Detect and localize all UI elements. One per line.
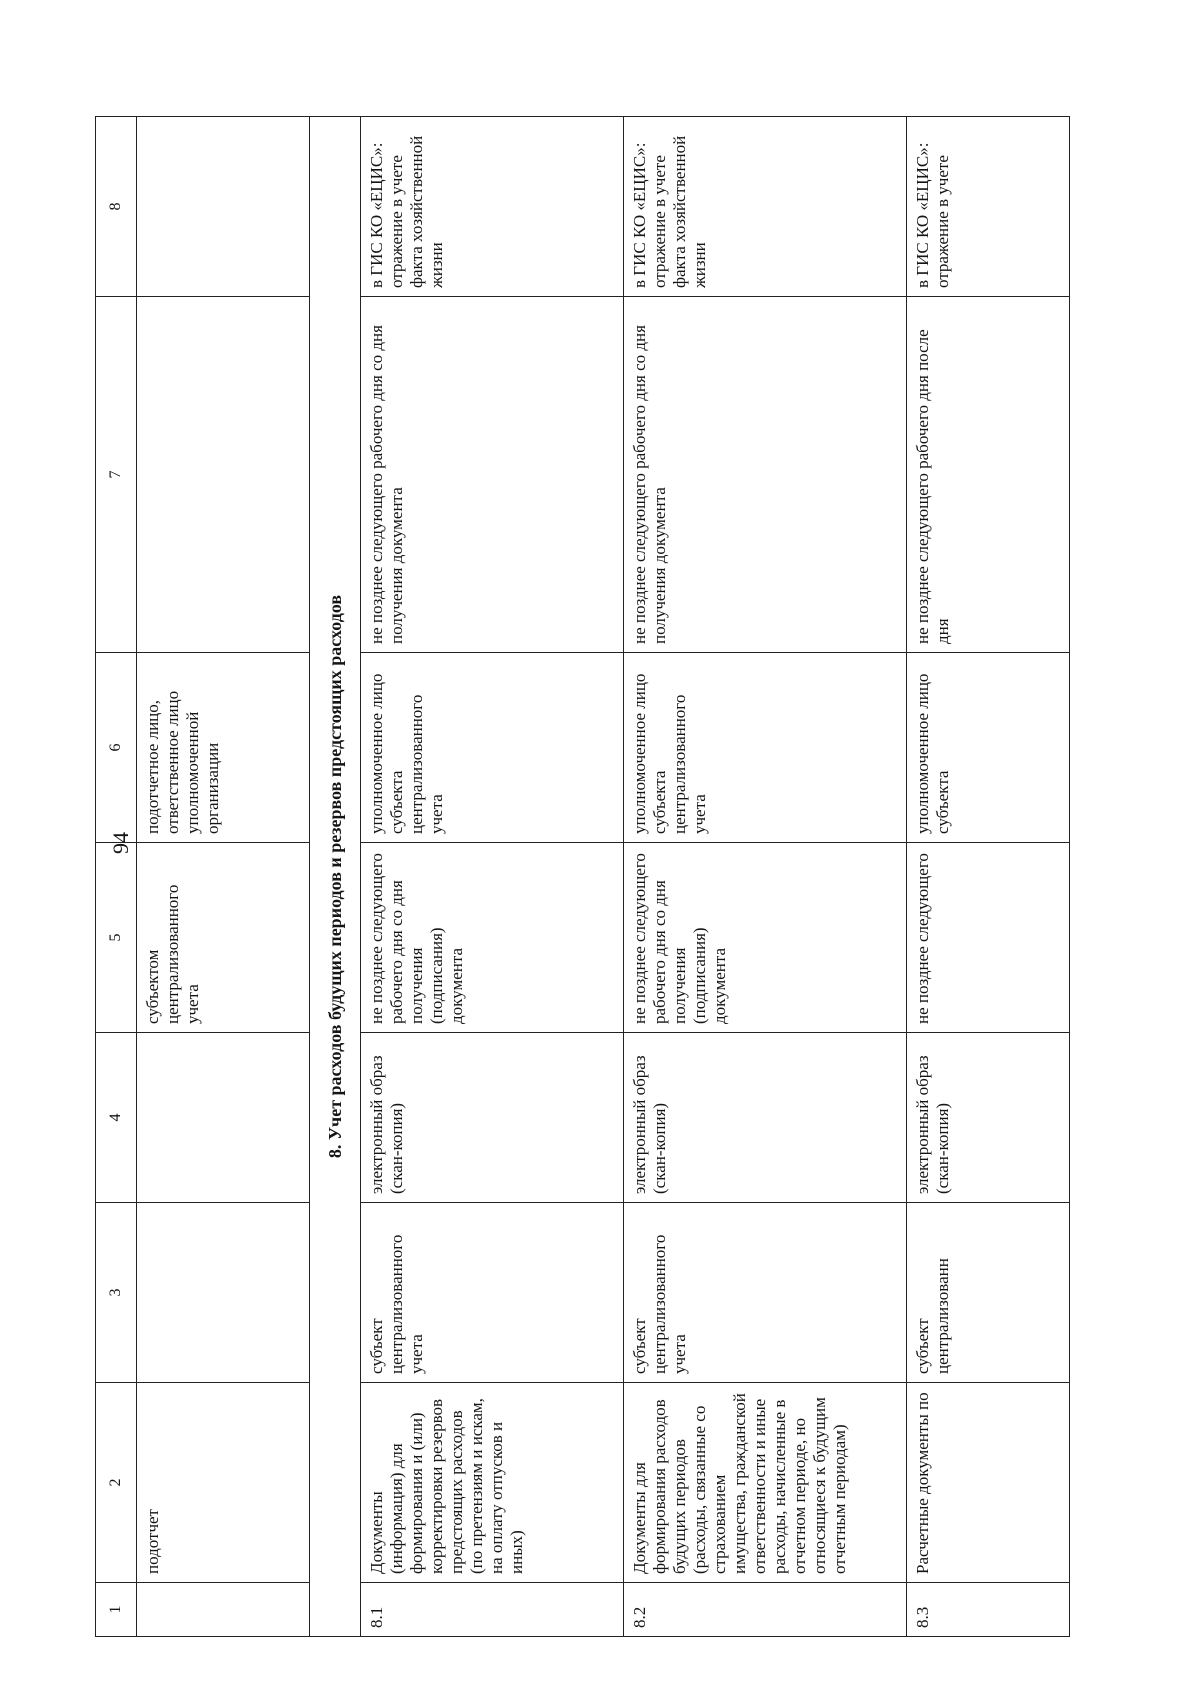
col-number-7: 7 — [96, 297, 137, 653]
col-number-4: 4 — [96, 1033, 137, 1203]
col-number-6: 6 — [96, 653, 137, 843]
creator-cell: субъект централизованного учета — [361, 1203, 624, 1383]
document-cell: Документы для формирования расходов будущих периодов (расходы, связанные со страхованием имущества, гражданской ответственности и иные расходы, начисленные в отчетном периоде, но относящиеся к будущим отчетным периодам) — [624, 1383, 907, 1583]
section-row — [310, 117, 361, 1637]
creator-cell: субъект централизованн — [907, 1203, 1070, 1383]
deadline-cell: не позднее следующего рабочего дня со дня получения (подписания) документа — [624, 843, 907, 1033]
cell — [137, 1033, 310, 1203]
cell: подотчетное лицо, ответственное лицо уполномоченной организации — [137, 653, 310, 843]
deadline-cell: не позднее следующего рабочего дня со дня получения (подписания) документа — [361, 843, 624, 1033]
result-cell: в ГИС КО «ЕЦИС»: отражение в учете факта хозяйственной жизни — [624, 117, 907, 297]
cell — [137, 117, 310, 297]
responsible-cell: уполномоченное лицо субъекта — [907, 653, 1070, 843]
transfer-deadline-cell: не позднее следующего рабочего дня со дня получения документа — [361, 297, 624, 653]
page-number: 94 — [108, 832, 133, 854]
creator-cell: субъект централизованного учета — [624, 1203, 907, 1383]
format-cell: электронный образ (скан-копия) — [907, 1033, 1070, 1203]
table-row — [907, 117, 1070, 1637]
rotated-table-sheet — [95, 117, 1105, 1637]
section-title: 8. Учет расходов будущих периодов и резервов предстоящих расходов — [310, 117, 361, 1637]
cell — [137, 1583, 310, 1637]
table-row — [624, 117, 907, 1637]
cell — [137, 1203, 310, 1383]
row-number: 8.1 — [361, 1583, 624, 1637]
col-number-5: 5 — [96, 843, 137, 1033]
format-cell: электронный образ (скан-копия) — [624, 1033, 907, 1203]
cell — [137, 297, 310, 653]
col-number-3: 3 — [96, 1203, 137, 1383]
table-row — [361, 117, 624, 1637]
document-cell: Документы (информация) для формирования и (или) корректировки резервов предстоящих расходов (по претензиям и искам, на оплату отпусков и иных) — [361, 1383, 624, 1583]
continuation-row — [137, 117, 310, 1637]
col-number-1: 1 — [96, 1583, 137, 1637]
deadline-cell: не позднее следующего — [907, 843, 1070, 1033]
cell: субъектом централизованного учета — [137, 843, 310, 1033]
result-cell: в ГИС КО «ЕЦИС»: отражение в учете факта хозяйственной жизни — [361, 117, 624, 297]
cell: подотчет — [137, 1383, 310, 1583]
row-number: 8.2 — [624, 1583, 907, 1637]
document-table — [95, 116, 1070, 1637]
responsible-cell: уполномоченное лицо субъекта централизованного учета — [624, 653, 907, 843]
format-cell: электронный образ (скан-копия) — [361, 1033, 624, 1203]
transfer-deadline-cell: не позднее следующего рабочего дня после дня — [907, 297, 1070, 653]
column-number-row — [96, 117, 137, 1637]
transfer-deadline-cell: не позднее следующего рабочего дня со дня получения документа — [624, 297, 907, 653]
col-number-2: 2 — [96, 1383, 137, 1583]
row-number: 8.3 — [907, 1583, 1070, 1637]
result-cell: в ГИС КО «ЕЦИС»: отражение в учете — [907, 117, 1070, 297]
responsible-cell: уполномоченное лицо субъекта централизованного учета — [361, 653, 624, 843]
document-cell: Расчетные документы по — [907, 1383, 1070, 1583]
col-number-8: 8 — [96, 117, 137, 297]
